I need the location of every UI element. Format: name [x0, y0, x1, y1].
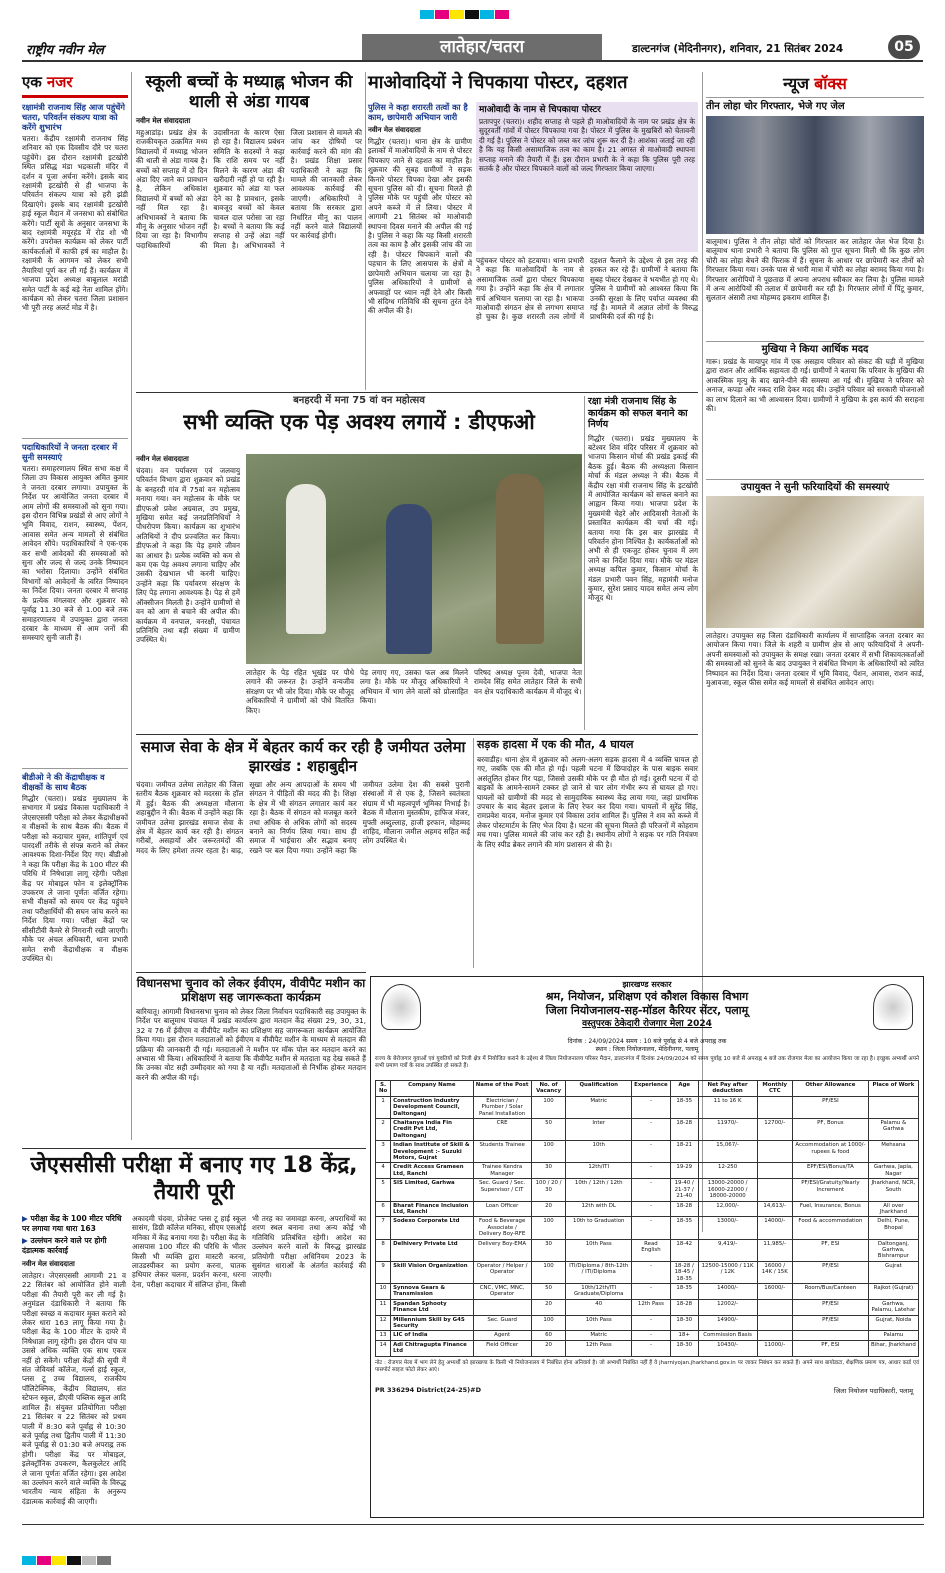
table-cell [868, 1096, 918, 1118]
masthead [22, 34, 923, 62]
table-cell: Bihar, Jharkhand [868, 1340, 918, 1356]
table-cell: - [632, 1283, 671, 1299]
table-cell: Matric [566, 1331, 632, 1340]
table-row [376, 1201, 919, 1217]
bullet-icon: ▶ [22, 1236, 31, 1245]
table-cell: 12th Pass [632, 1299, 671, 1315]
egg-story [136, 72, 362, 390]
table-cell: 18-28 [670, 1119, 698, 1141]
table-cell: EPF/ESI/Bonus/TA [792, 1163, 868, 1179]
ek-nazar-story-3: गिद्धौर (चतरा)। प्रखंड मुख्यालय के सभागार में प्रखंड विकास पदाधिकारी ने जेएसएससी परीक्षा को लेकर केंद्राधीक्षकों व वीक्षकों के साथ बैठक की। बैठक में परीक्षा को कदाचार मुक्त, शांतिपूर्ण एवं पारदर्शी तरीके से संपन्न कराने को लेकर आवश्यक दिशा-निर्देश दिए गए। बीडीओ ने कहा कि परीक्षा केंद्र के 100 मीटर की परिधि में निषेधाज्ञा लागू रहेगी। परीक्षा केंद्र पर मोबाइल फोन व इलेक्ट्रॉनिक उपकरण ले जाना पूर्णतः वर्जित रहेगा। सभी वीक्षकों को समय पर केंद्र पहुंचने तथा परीक्षार्थियों की सघन जांच करने का निर्देश दिया गया। परीक्षा केंद्रों पर सीसीटीवी कैमरे से निगरानी रखी जाएगी। मौके पर अंचल अधिकारी, थाना प्रभारी समेत सभी केंद्राधीक्षक व वीक्षक उपस्थित थे। [22, 794, 128, 963]
table-cell: 20 [531, 1299, 566, 1315]
table-cell: PF/ESI/Gratuity/Yearly Increment [792, 1179, 868, 1201]
ek-nazar-label: एक नजर [22, 72, 128, 98]
table-cell: 60 [531, 1331, 566, 1340]
table-cell: Room/Bus/Canteen [792, 1283, 868, 1299]
table-cell: Commission Basis [698, 1331, 757, 1340]
paper-logo: राष्ट्रीय नवीन मेल [26, 43, 104, 58]
table-cell: 7 [376, 1217, 391, 1239]
table-row [376, 1179, 919, 1201]
table-cell: 10th to Graduation [566, 1217, 632, 1239]
table-cell: 6 [376, 1201, 391, 1217]
tree-body-2: लातेहार के पेड़ रहित भूखंड पर पौधे लगाने की जरूरत है। उन्होंने वन्यजीव संरक्षण पर भी जोर दिया। मौके पर मौजूद अधिकारियों ने ग्रामीणों को पौधे वितरित किए। [246, 668, 354, 715]
table-cell: - [632, 1315, 671, 1331]
table-cell: Adi Chitragupta Finance Ltd [391, 1340, 473, 1356]
tree-story [136, 396, 582, 730]
job-table-header-cell: Net Pay after deduction [698, 1081, 757, 1097]
table-cell: - [632, 1096, 671, 1118]
table-cell: Trainee Kendra Manager [473, 1163, 531, 1179]
table-cell [757, 1141, 792, 1163]
table-cell: Daltonganj, Garhwa, Bishrampur [868, 1239, 918, 1261]
table-cell: PF/ESI [792, 1315, 868, 1331]
job-table-header-cell: Qualification [566, 1081, 632, 1097]
table-cell: 12700/- [757, 1119, 792, 1141]
table-cell: 12th/ITI [566, 1163, 632, 1179]
table-cell: 15,067/- [698, 1141, 757, 1163]
table-row [376, 1299, 919, 1315]
table-cell: 100 [531, 1261, 566, 1283]
table-row [376, 1119, 919, 1141]
table-row [376, 1217, 919, 1239]
table-cell: Bharat Finance Inclusion Ltd, Ranchi [391, 1201, 473, 1217]
table-cell: Gujrat, Noida [868, 1315, 918, 1331]
job-table [375, 1080, 919, 1357]
table-cell: 100 [531, 1217, 566, 1239]
maoist-story [368, 72, 698, 390]
table-cell: 10 [376, 1283, 391, 1299]
table-cell: Delhi, Pune, Bhopal [868, 1217, 918, 1239]
table-cell: - [632, 1340, 671, 1356]
table-cell: Sec. Guard / Sec. Supervisor / CIT [473, 1179, 531, 1201]
ad-office: जिला नियोजनालय-सह-मॉडल कैरियर सेंटर, पलामू [545, 1004, 749, 1017]
table-cell: 3 [376, 1141, 391, 1163]
table-cell: - [632, 1179, 671, 1201]
table-cell: SIS Limited, Garhwa [391, 1179, 473, 1201]
news-box-story-2: गारू। प्रखंड के मायापुर गांव में एक असहाय परिवार को संकट की घड़ी में मुखिया द्वारा राशन और आर्थिक सहायता दी गई। ग्रामीणों ने बताया कि परिवार के मुखिया की आकस्मिक मृत्यु के बाद खाने-पीने की समस्या आ गई थी। मुखिया ने परिवार को अनाज, कपड़ा और नकद राशि देकर मदद की। उन्होंने परिवार को सरकारी योजनाओं का लाभ दिलाने का भी आश्वासन दिया। ग्रामीणों ने मुखिया के इस कार्य की सराहना की। [706, 357, 924, 414]
table-cell: LIC of India [391, 1331, 473, 1340]
table-cell: 18-35 [670, 1217, 698, 1239]
table-row [376, 1315, 919, 1331]
table-cell: 14,613/- [757, 1201, 792, 1217]
table-cell: PF/ESI [792, 1299, 868, 1315]
table-cell: 16000 / 14K / 15K [757, 1261, 792, 1283]
table-cell: 11970/- [698, 1119, 757, 1141]
jharkhand-emblem-icon [381, 984, 421, 1030]
table-cell: 18-42 [670, 1239, 698, 1261]
job-table-header-cell: Other Allowance [792, 1081, 868, 1097]
table-row [376, 1239, 919, 1261]
maoist-body-2: पहुंचकर पोस्टर को हटवाया। थाना प्रभारी ने कहा कि माओवादियों के नाम से असामाजिक तत्वों द्वारा पोस्टर चिपकाया गया है। उन्होंने कहा कि क्षेत्र में लगातार सर्च अभियान चलाया जा रहा है। भाकपा माओवादी संगठन क्षेत्र से लगभग समाप्त हो चुका है। कुछ शरारती तत्व लोगों में दहशत फैलाने के उद्देश्य से इस तरह की हरकत कर रहे हैं। ग्रामीणों ने बताया कि सुबह पोस्टर देखकर वे भयभीत हो गए थे। पुलिस ने ग्रामीणों को आश्वस्त किया कि उनकी सुरक्षा के लिए पर्याप्त व्यवस्था की गई है। मामले में अज्ञात लोगों के विरुद्ध प्राथमिकी दर्ज की गई है। [476, 256, 698, 322]
table-cell: 14000/- [698, 1283, 757, 1299]
maoist-side-headline: पुलिस ने कहा शरारती तत्वों का है काम, छापेमारी अभियान जारी [368, 102, 468, 122]
section-banner [362, 34, 602, 60]
jharkhand-emblem-right-icon [873, 984, 913, 1030]
table-cell: 18-28 [670, 1299, 698, 1315]
table-cell: 11,985/- [757, 1239, 792, 1261]
table-cell: Loan Officer [473, 1201, 531, 1217]
ad-signatory: जिला नियोजन पदाधिकारी, पलामू [833, 1386, 913, 1395]
table-cell: 10th Pass [566, 1239, 632, 1261]
table-cell: 10th [566, 1141, 632, 1163]
maoist-body-1: गिद्धौर (चतरा)। थाना क्षेत्र के ग्रामीण इलाकों में माओवादियों के नाम से पोस्टर चिपकाए जाने से दहशत का माहौल है। शुक्रवार की सुबह ग्रामीणों ने सड़क किनारे पोस्टर चिपका देखा और इसकी सूचना पुलिस को दी। सूचना मिलते ही पुलिस मौके पर पहुंची और पोस्टर को अपने कब्जे में ले लिया। पोस्टर में आगामी 21 सितंबर को माओवादी स्थापना दिवस मनाने की अपील की गई है। पुलिस ने कहा कि यह किसी शरारती तत्व का काम है और इसकी जांच की जा रही है। पोस्टर चिपकाने वालों की पहचान के लिए आसपास के क्षेत्रों में छापेमारी अभियान चलाया जा रहा है। पुलिस अधिकारियों ने ग्रामीणों से अफवाहों पर ध्यान नहीं देने और किसी भी संदिग्ध गतिविधि की सूचना तुरंत देने की अपील की है। [368, 137, 472, 316]
table-cell: Operator / Helper / Operator [473, 1261, 531, 1283]
table-cell: Palamu [868, 1331, 918, 1340]
table-cell: - [632, 1261, 671, 1283]
table-cell: 9,419/- [698, 1239, 757, 1261]
table-cell: Garhwa, Japla, Nagar [868, 1163, 918, 1179]
ek-nazar-headline-3: बीडीओ ने की केंद्राधीक्षक व वीक्षकों के साथ बैठक [22, 768, 128, 792]
table-cell: 13000/- [698, 1217, 757, 1239]
janta-darbar-photo [706, 496, 924, 628]
tree-body-4: परिषद अध्यक्ष पूनम देवी, भाजपा नेता रामदेव सिंह समेत लातेहार जिले के सभी वन क्षेत्र पदाधिकारी कार्यक्रम में मौजूद थे। [474, 668, 582, 696]
table-cell [473, 1299, 531, 1315]
table-cell: 19-29 [670, 1163, 698, 1179]
table-cell: 11000/- [757, 1340, 792, 1356]
table-cell: 18+ [670, 1331, 698, 1340]
table-cell: 11 [376, 1299, 391, 1315]
table-cell: 14000/- [757, 1217, 792, 1239]
tree-body-3: पेड़ लगाए गए, उसका फल अब मिलने लगा है। मौके पर मौजूद अधिकारियों ने अभियान में भाग लेने वालों को प्रोत्साहित किया। [360, 668, 468, 706]
rajnath-story [588, 396, 698, 730]
table-row [376, 1340, 919, 1356]
ad-note: नोट : रोजगार मेला में भाग लेने हेतु अभ्यर्थी को झारखण्ड के किसी भी नियोजनालय में निबंधित होना अनिवार्य है। जो अभ्यर्थी निबंधित नहीं हैं वे jharniyojan.jharkhand.gov.in पर जाकर निबंधन कर सकते हैं। अपने साथ बायोडाटा, शैक्षणिक प्रमाण पत्र, आधार कार्ड एवं पासपोर्ट साइज फोटो लेकर आएं। [375, 1359, 919, 1373]
ad-intro: राज्य के बेरोजगार युवाओं एवं युवतियों को निजी क्षेत्र में नियोजित कराने के उद्देश्य से जिला नियोजनालय परिसर मैदान, डाल्टनगंज में दिनांक 24/09/2024 को समय पूर्वाह्न 10 बजे से अपराह्न 4 बजे तक रोजगार मेला का आयोजन किया जा रहा है। इच्छुक अभ्यर्थी अपने सभी प्रमाण पत्रों के साथ उपस्थित हो सकते हैं। [375, 1056, 919, 1069]
rajnath-headline: रक्षा मंत्री राजनाथ सिंह के कार्यक्रम को सफल बनाने का निर्णय [588, 396, 688, 430]
table-cell: 12,000/- [698, 1201, 757, 1217]
table-cell [757, 1299, 792, 1315]
egg-headline: स्कूली बच्चों के मध्याह्न भोजन की थाली से अंडा गायब [145, 72, 353, 112]
table-cell: 10430/- [698, 1340, 757, 1356]
table-cell: 40 [566, 1299, 632, 1315]
table-cell: CNC, VMC, MNC, Operator [473, 1283, 531, 1299]
ek-nazar-story-2: चतरा। समाहरणालय स्थित सभा कक्ष में जिला उप विकास आयुक्त अमित कुमार ने जनता दरबार लगाया। उपायुक्त के निर्देश पर आयोजित जनता दरबार में आम लोगों की समस्याओं को सुना गया। इस दौरान विभिन्न प्रखंडों से आए लोगों ने भूमि विवाद, राशन, स्वास्थ्य, पेंशन, आवास समेत अन्य मामलों से संबंधित आवेदन सौंपे। पदाधिकारियों ने एक-एक कर सभी आवेदकों की समस्याओं को सुना और जल्द से जल्द उनके निष्पादन का भरोसा दिलाया। उन्होंने संबंधित विभागों को आवेदनों के त्वरित निष्पादन का निर्देश दिया। जनता दरबार में सप्ताह के प्रत्येक मंगलवार और शुक्रवार को पूर्वाह्न 11.30 बजे से 1.00 बजे तक समाहरणालय में उपायुक्त द्वारा जनता दरबार के माध्यम से आम जनों की समस्याएं सुनी जाती हैं। [22, 464, 128, 643]
table-cell: CRE [473, 1119, 531, 1141]
table-cell: Credit Access Grameen Ltd, Ranchi [391, 1163, 473, 1179]
table-cell: 19-40 / 21-37 / 21-40 [670, 1179, 698, 1201]
tree-headline: सभी व्यक्ति एक पेड़ अवश्य लगायें : डीएफओ [183, 410, 535, 434]
jssc-bullet-1: ▶ परीक्षा केंद्र के 100 मीटर परिधि पर लगाया गया धारा 163 [22, 1214, 122, 1233]
table-cell: 1 [376, 1096, 391, 1118]
maoist-left-col: पुलिस ने कहा शरारती तत्वों का है काम, छापेमारी अभियान जारी नवीन मेल संवाददाता गिद्धौर (चतरा)। थाना क्षेत्र के ग्रामीण इलाकों में माओवादियों के नाम से पोस्टर चिपकाए जाने से दहशत का माहौल है। शुक्रवार की सुबह ग्रामीणों ने सड़क किनारे पोस्टर चिपका देखा और इसकी सूचना पुलिस को दी। सूचना मिलते ही पुलिस मौके पर पहुंची और पोस्टर को अपने कब्जे में ले लिया। पोस्टर में आगामी 21 सितंबर को माओवादी स्थापना दिवस मनाने की अपील की गई है। पुलिस ने कहा कि यह किसी शरारती तत्व का काम है और इसकी जांच की जा रही है। पोस्टर चिपकाने वालों की पहचान के लिए आसपास के क्षेत्रों में छापेमारी अभियान चलाया जा रहा है। पुलिस अधिकारियों ने ग्रामीणों से अफवाहों पर ध्यान नहीं देने और किसी भी संदिग्ध गतिविधि की सूचना तुरंत देने की अपील की है। [368, 102, 472, 390]
table-cell [757, 1163, 792, 1179]
news-box-story-3: लातेहार। उपायुक्त सह जिला दंडाधिकारी कार्यालय में साप्ताहिक जनता दरबार का आयोजन किया गया। जिले के शहरी व ग्रामीण क्षेत्र से आए फरियादियों ने अपनी-अपनी समस्याओं को उपायुक्त के समक्ष रखा। जनता दरबार में सभी शिकायतकर्ताओं की समस्याओं को सुनने के बाद उपायुक्त ने संबंधित विभाग के अधिकारियों को त्वरित निष्पादन का निर्देश दिया। जनता दरबार में भूमि विवाद, पेंशन, आवास, राशन कार्ड, मुआवजा, स्कूल फीस समेत कई मामलों से संबंधित आवेदन आए। [706, 631, 924, 688]
table-cell: 18-35 [670, 1096, 698, 1118]
table-cell: 12-250 [698, 1163, 757, 1179]
ad-header: झारखण्ड सरकार श्रम, नियोजन, प्रशिक्षण एवं कौशल विकास विभाग जिला नियोजनालय-सह-मॉडल कैरियर सेंटर, पलामू वस्तुपरक ठेकेदारी रोजगार मेला 2024 [375, 980, 919, 1038]
table-cell: Read English [632, 1239, 671, 1261]
table-cell: 18-30 [670, 1340, 698, 1356]
section-title: लातेहार/चतरा [439, 37, 525, 57]
table-cell: 10th / 12th / 12th [566, 1179, 632, 1201]
news-box-headline-1: तीन लोहा चोर गिरफ्तार, भेजे गए जेल [706, 101, 845, 112]
table-cell: PF/ESI [792, 1096, 868, 1118]
table-cell: - [632, 1331, 671, 1340]
job-table-header-cell: Experience [632, 1081, 671, 1097]
tree-planting-photo [246, 454, 582, 664]
jamiat-story [136, 738, 470, 968]
table-cell: 12500-15000 / 11K / 12K [698, 1261, 757, 1283]
accident-story [477, 738, 698, 968]
tree-body: चंदवा। वन पर्यावरण एवं जलवायु परिवर्तन विभाग द्वारा शुक्रवार को प्रखंड के बनहरदी गांव में 75वां वन महोत्सव मनाया गया। वन महोत्सव के मौके पर डीएफओ प्रवेश अग्रवाल, उप प्रमुख, मुखिया समेत कई जनप्रतिनिधियों ने पौधरोपण किया। कार्यक्रम का शुभारंभ अतिथियों ने दीप प्रज्वलित कर किया। डीएफओ ने कहा कि पेड़ हमारे जीवन का आधार है। प्रत्येक व्यक्ति को कम से कम एक पेड़ अवश्य लगाना चाहिए और उसकी देखभाल भी करनी चाहिए। उन्होंने कहा कि पर्यावरण संरक्षण के लिए पेड़ लगाना आवश्यक है। पेड़ से हमें ऑक्सीजन मिलती है। उन्होंने ग्रामीणों से वन को आग से बचाने की अपील की। कार्यक्रम में वनपाल, वनरक्षी, पंचायत प्रतिनिधि तथा बड़ी संख्या में ग्रामीण उपस्थित थे। [136, 466, 240, 645]
jamiat-headline: समाज सेवा के क्षेत्र में बेहतर कार्य कर रही है जमीयत उलेमा झारखंड : शहाबुद्दीन [140, 738, 466, 775]
table-cell: 50 [531, 1119, 566, 1141]
table-cell: Electrician / Plumber / Solar Panel Installation [473, 1096, 531, 1118]
table-cell: Delhivery Private Ltd [391, 1239, 473, 1261]
table-cell [757, 1179, 792, 1201]
table-cell: Gujrat [868, 1261, 918, 1283]
jssc-story [22, 1152, 366, 1518]
jssc-left-col: ▶ परीक्षा केंद्र के 100 मीटर परिधि पर लगाया गया धारा 163 ▶ उल्लंघन करने वाले पर होगी दंडात्मक कार्रवाई नवीन मेल संवाददाता लातेहार। जेएसएससी आगामी 21 व 22 सितंबर को आयोजित होने वाली परीक्षा की तैयारी पूरी कर ली गई है। अनुमंडल दंडाधिकारी ने बताया कि परीक्षा स्वच्छ व कदाचार मुक्त कराने को लेकर धारा 163 लागू किया गया है। परीक्षा केंद्र के 100 मीटर के दायरे में निषेधाज्ञा लागू रहेगी। इस दौरान पांच या उससे अधिक व्यक्ति एक साथ एकत्र नहीं हो सकेंगे। परीक्षा केंद्रों की सूची में संत जेवियर्स कॉलेज, गर्ल्स हाई स्कूल, प्लस टू उच्च विद्यालय, राजकीय पॉलिटेक्निक, केंद्रीय विद्यालय, संत स्टेफन स्कूल, डीएवी पब्लिक स्कूल आदि शामिल हैं। संयुक्त प्रतियोगिता परीक्षा 21 सितंबर व 22 सितंबर को प्रथम पाली में 8:30 बजे पूर्वाह्न से 10:30 बजे पूर्वाह्न तथा द्वितीय पाली में 11:30 बजे पूर्वाह्न से 01:30 बजे अपराह्न तक होगी। परीक्षा केंद्र पर मोबाइल, इलेक्ट्रॉनिक उपकरण, कैलकुलेटर आदि ले जाना पूर्णतः वर्जित रहेगा। इस आदेश का उल्लंघन करने वाले व्यक्ति के विरुद्ध भारतीय न्याय संहिता के अनुरूप दंडात्मक कार्रवाई की जाएगी। [22, 1214, 126, 1506]
table-cell: Palamu & Garhwa [868, 1119, 918, 1141]
table-cell: 12th Pass [566, 1340, 632, 1356]
ek-nazar-story-1: चतरा। केंद्रीय रक्षामंत्री राजनाथ सिंह शनिवार को एक दिवसीय दौरे पर चतरा पहुंचेंगे। इस दौरान रक्षामंत्री इटखोरी स्थित प्रसिद्ध मंडा भद्रकाली मंदिर में दर्शन व पूजा अर्चना करेंगे। इसके बाद रक्षामंत्री इटखोरी से ही भाजपा के परिवर्तन संकल्प यात्रा को हरी झंडी दिखाएंगे। इसके बाद रक्षामंत्री इटखोरी हाई स्कूल मैदान में जनसभा को संबोधित करेंगे। पार्टी सूत्रों के अनुसार जनसभा के बाद रक्षामंत्री मयूरहंड में रोड शो भी करेंगे। उपरोक्त कार्यक्रम को लेकर पार्टी कार्यकर्ताओं में काफी हर्ष का माहौल है। रक्षामंत्री के आगमन को लेकर सभी तैयारियां पूर्ण कर ली गई हैं। कार्यक्रम में भाजपा प्रदेश अध्यक्ष बाबूलाल मरांडी समेत पार्टी के कई बड़े नेता शामिल होंगे। कार्यक्रम को लेकर चतरा जिला प्रशासन भी पूरी तरह अलर्ट मोड में है। [22, 134, 128, 313]
table-cell: PF, Bonus [792, 1119, 868, 1141]
table-cell: 12002/- [698, 1299, 757, 1315]
table-cell: Sodexo Corporate Ltd [391, 1217, 473, 1239]
jssc-body-2: अकादमी चंदवा, प्रोजेक्ट प्लस टू हाई स्कूल सासंग, डिग्री कॉलेज मनिका, सीएम एसओई मनिका में केंद्र बनाया गया है। परीक्षा केंद्र के आसपास 100 मीटर की परिधि के भीतर किसी भी व्यक्ति द्वारा मास्टरी करना, लाउडस्पीकर का प्रयोग करना, घातक हथियार लेकर चलना, प्रदर्शन करना, धरना देना, परीक्षा कदाचार में संलिप्त होना, किसी भी तरह का जमावड़ा करना, अपराधियों का शरण स्थल बनाना तथा अन्य कोई भी गतिविधि प्रतिबंधित रहेगी। आदेश का उल्लंघन करने वालों के विरुद्ध झारखंड प्रतियोगी परीक्षा अधिनियम 2023 के सुसंगत धाराओं के अंतर्गत कार्रवाई की जाएगी। [132, 1214, 366, 1289]
tree-left-col: नवीन मेल संवाददाता चंदवा। वन पर्यावरण एवं जलवायु परिवर्तन विभाग द्वारा शुक्रवार को प्रखंड के बनहरदी गांव में 75वां वन महोत्सव मनाया गया। वन महोत्सव के मौके पर डीएफओ प्रवेश अग्रवाल, उप प्रमुख, मुखिया समेत कई जनप्रतिनिधियों ने पौधरोपण किया। कार्यक्रम का शुभारंभ अतिथियों ने दीप प्रज्वलित कर किया। डीएफओ ने कहा कि पेड़ हमारे जीवन का आधार है। प्रत्येक व्यक्ति को कम से कम एक पेड़ अवश्य लगाना चाहिए और उसकी देखभाल भी करनी चाहिए। उन्होंने कहा कि पर्यावरण संरक्षण के लिए पेड़ लगाना आवश्यक है। पेड़ से हमें ऑक्सीजन मिलती है। उन्होंने ग्रामीणों से वन को आग से बचाने की अपील की। कार्यक्रम में वनपाल, वनरक्षी, पंचायत प्रतिनिधि तथा बड़ी संख्या में ग्रामीण उपस्थित थे। [136, 454, 240, 730]
ek-nazar-headline-2: पदाधिकारियों ने जनता दरबार में सुनी समस्याएं [22, 438, 128, 462]
table-cell: - [632, 1163, 671, 1179]
accident-headline: सड़क हादसा में एक की मौत, 4 घायल [477, 738, 634, 751]
table-cell: 10th Pass [566, 1315, 632, 1331]
news-box-label: न्यूज बॉक्स [706, 72, 924, 98]
jssc-headline: जेएससीसी परीक्षा में बनाए गए 18 केंद्र, तैयारी पूरी [30, 1153, 358, 1205]
table-cell [757, 1331, 792, 1340]
table-cell: Sec. Guard [473, 1315, 531, 1331]
table-cell: 18-28 [670, 1201, 698, 1217]
table-cell: 100 / 20 / 30 [531, 1179, 566, 1201]
accident-body: बरवाडीह। थाना क्षेत्र में शुक्रवार को अलग-अलग सड़क हादसा में 4 व्यक्ति घायल हो गए, जबकि एक की मौत हो गई। पहली घटना में छिपादोहर के पास बाइक सवार असंतुलित होकर गिर पड़ा, जिससे उसकी मौके पर ही मौत हो गई। दूसरी घटना में दो बाइकों के आमने-सामने टक्कर हो जाने से चार लोग गंभीर रूप से घायल हो गए। घायलों को ग्रामीणों की मदद से सामुदायिक स्वास्थ्य केंद्र लाया गया, जहां प्राथमिक उपचार के बाद बेहतर इलाज के लिए रेफर कर दिया गया। घायलों में सुरेंद्र सिंह, रामप्रवेश यादव, मनोज कुमार एवं विकास उरांव शामिल हैं। पुलिस ने शव को कब्जे में लेकर पोस्टमार्टम के लिए भेज दिया है। घटना की सूचना मिलते ही परिजनों में कोहराम मच गया। पुलिस मामले की जांच कर रही है। स्थानीय लोगों ने सड़क पर गति नियंत्रण के लिए स्पीड ब्रेकर लगाने की मांग प्रशासन से की है। [477, 755, 698, 849]
table-cell: Construction Industry Development Council, Daltonganj [391, 1096, 473, 1118]
tree-kicker: बनहरदी में मना 75 वां वन महोत्सव [293, 395, 425, 406]
table-cell: 100 [531, 1315, 566, 1331]
table-cell: Delivery Boy-EMA [473, 1239, 531, 1261]
table-cell: ITI/Diploma / 8th-12th / ITI/Diploma [566, 1261, 632, 1283]
table-cell: Accommodation at 1000/- rupees & food [792, 1141, 868, 1163]
news-box-headline-2: मुखिया ने किया आर्थिक मदद [706, 341, 924, 355]
table-row [376, 1331, 919, 1340]
job-table-header-cell: S. No [376, 1081, 391, 1097]
table-cell: 18-28 / 18-45 / 18-35 [670, 1261, 698, 1283]
table-cell: 13 [376, 1331, 391, 1340]
table-cell: 2 [376, 1119, 391, 1141]
ad-title: वस्तुपरक ठेकेदारी रोजगार मेला 2024 [582, 1019, 712, 1029]
evm-headline: विधानसभा चुनाव को लेकर ईवीएम, वीवीपैट मशीन का प्रशिक्षण सह जागरूकता कार्यक्रम [136, 976, 366, 1004]
table-cell: 18-21 [670, 1141, 698, 1163]
ek-nazar-column [22, 72, 128, 1140]
table-cell: PF/ESI [792, 1261, 868, 1283]
maoist-box-headline: माओवादी के नाम से चिपकाया पोस्टर [479, 105, 601, 115]
table-row [376, 1141, 919, 1163]
table-cell: 20 [531, 1340, 566, 1356]
evm-body: बारियातू। आगामी विधानसभा चुनाव को लेकर जिला निर्वाचन पदाधिकारी सह उपायुक्त के निर्देश पर बालूमाथ पंचायत में प्रखंड कार्यालय द्वारा मतदान केंद्र संख्या 29, 30, 31, 32 व 76 में ईवीएम व वीवीपैट मशीन का प्रशिक्षण सह जागरूकता कार्यक्रम आयोजित किया गया। इस दौरान मतदाताओं को ईवीएम व वीवीपैट मशीन के माध्यम से मतदान की प्रक्रिया की जानकारी दी गई। मतदाताओं ने मशीन पर मॉक पोल कर मतदान करने का अभ्यास भी किया। अधिकारियों ने बताया कि वीवीपैट मशीन से मतदाता यह देख सकते हैं कि उनका वोट सही उम्मीदवार को गया है या नहीं। मतदाताओं से निर्भीक होकर मतदान करने की अपील की गई। [136, 1007, 366, 1082]
table-cell: 14 [376, 1340, 391, 1356]
table-cell: 5 [376, 1179, 391, 1201]
table-cell [757, 1315, 792, 1331]
table-cell: All over Jharkhand [868, 1201, 918, 1217]
job-table-header-cell: Name of the Post [473, 1081, 531, 1097]
table-cell: 30 [531, 1239, 566, 1261]
table-cell: 8 [376, 1239, 391, 1261]
news-box-headline-3: उपायुक्त ने सुनी फरियादियों की समस्याएं [706, 479, 924, 493]
maoist-box-body: प्रतापपुर (चतरा)। शहीद सप्ताह से पहले ही माओवादियों के नाम पर प्रखंड क्षेत्र के सुदूरवर्ती गांवों में पोस्टर चिपकाया गया है। पोस्टर में पुलिस के मुखबिरों को चेतावनी दी गई है। पुलिस ने पोस्टर को जब्त कर जांच शुरू कर दी है। आशंका जताई जा रही है कि यह किसी असामाजिक तत्व का काम है। 21 अगस्त से माओवादी स्थापना सप्ताह मनाने की तैयारी में हैं। इस दौरान प्रभारी के ने कहा कि पुलिस पूरी तरह सतर्क है और पोस्टर चिपकाने वालों को जल्द गिरफ्तार किया जाएगा। [479, 117, 695, 174]
table-cell: Garhwa, Palamu, Latehar [868, 1299, 918, 1315]
table-cell: 18-35 [670, 1283, 698, 1299]
table-cell: 30 [531, 1163, 566, 1179]
table-cell: Indian Institute of Skill & Development :- Suzuki Motors, Gujrat [391, 1141, 473, 1163]
table-cell: 14900/- [698, 1315, 757, 1331]
table-cell: 9 [376, 1261, 391, 1283]
table-cell: 13000-20000 / 16000-22000 / 18000-20000 [698, 1179, 757, 1201]
ad-department: श्रम, नियोजन, प्रशिक्षण एवं कौशल विकास विभाग [545, 990, 749, 1003]
table-cell: Millennium Skill by G4S Security [391, 1315, 473, 1331]
evm-story [136, 976, 366, 1144]
table-cell: 10th/12th/ITI Graduate/Diploma [566, 1283, 632, 1299]
table-cell: - [632, 1119, 671, 1141]
table-cell: 16000/- [757, 1283, 792, 1299]
rajnath-body: गिद्धौर (चतरा)। प्रखंड मुख्यालय के बटेश्वर शिव मंदिर परिसर में शुक्रवार को भाजपा किसान मोर्चा की प्रखंड इकाई की बैठक हुई। बैठक की अध्यक्षता किसान मोर्चा के मंडल अध्यक्ष ने की। बैठक में केंद्रीय रक्षा मंत्री राजनाथ सिंह के इटखोरी में आयोजित कार्यक्रम को सफल बनाने का आह्वान किया गया। भाजपा प्रदेश के मुख्यमंत्री चेहरे और आदिवासी नेताओं के प्रस्तावित कार्यक्रम की चर्चा की गई। बताया गया कि इस बार झारखंड में परिवर्तन होना निश्चित है। कार्यकर्ताओं को अभी से ही एकजुट होकर चुनाव में लग जाने का निर्देश दिया गया। मौके पर मंडल अध्यक्ष कपिल कुमार, किसान मोर्चा के मंडल प्रभारी पवन सिंह, महामंत्री मनोज कुमार, सुरेश प्रसाद यादव समेत अन्य लोग मौजूद थे। [588, 433, 698, 603]
table-cell: Agent [473, 1331, 531, 1340]
ad-pr-number: PR 336294 District(24-25)#D [375, 1385, 481, 1394]
table-cell: 20 [531, 1201, 566, 1217]
table-cell: Fuel, Insurance, Bonus [792, 1201, 868, 1217]
jssc-body: लातेहार। जेएसएससी आगामी 21 व 22 सितंबर को आयोजित होने वाली परीक्षा की तैयारी पूरी कर ली गई है। अनुमंडल दंडाधिकारी ने बताया कि परीक्षा स्वच्छ व कदाचार मुक्त कराने को लेकर धारा 163 लागू किया गया है। परीक्षा केंद्र के 100 मीटर के दायरे में निषेधाज्ञा लागू रहेगी। इस दौरान पांच या उससे अधिक व्यक्ति एक साथ एकत्र नहीं हो सकेंगे। परीक्षा केंद्रों की सूची में संत जेवियर्स कॉलेज, गर्ल्स हाई स्कूल, प्लस टू उच्च विद्यालय, राजकीय पॉलिटेक्निक, केंद्रीय विद्यालय, संत स्टेफन स्कूल, डीएवी पब्लिक स्कूल आदि शामिल हैं। संयुक्त प्रतियोगिता परीक्षा 21 सितंबर व 22 सितंबर को प्रथम पाली में 8:30 बजे पूर्वाह्न से 10:30 बजे पूर्वाह्न तथा द्वितीय पाली में 11:30 बजे पूर्वाह्न से 01:30 बजे अपराह्न तक होगी। परीक्षा केंद्र पर मोबाइल, इलेक्ट्रॉनिक उपकरण, कैलकुलेटर आदि ले जाना पूर्णतः वर्जित रहेगा। इस आदेश का उल्लंघन करने वाले व्यक्ति के विरुद्ध भारतीय न्याय संहिता के अनुरूप दंडात्मक कार्रवाई की जाएगी। [22, 1271, 126, 1506]
arrested-thieves-photo [706, 116, 924, 234]
table-cell: PF, ESI [792, 1340, 868, 1356]
jamiat-body: चंदवा। जमीयत उलेमा लातेहार की जिला स्तरीय बैठक शुक्रवार को मदरसा के हॉल में हुई। बैठक की अध्यक्षता मौलाना शहाबुद्दीन ने की। बैठक में उन्होंने कहा कि जमीयत उलेमा झारखंड समाज सेवा के क्षेत्र में बेहतर कार्य कर रही है। संगठन गरीबों, असहायों और जरूरतमंदों की मदद के लिए हमेशा तत्पर रहता है। बाढ़, सूखा और अन्य आपदाओं के समय भी संगठन ने पीड़ितों की मदद की है। शिक्षा के क्षेत्र में भी संगठन लगातार कार्य कर रहा है। बैठक में संगठन को मजबूत करने तथा अधिक से अधिक लोगों को सदस्य बनाने का निर्णय लिया गया। साथ ही समाज में भाईचारा और सद्भाव बनाए रखने पर बल दिया गया। उन्होंने कहा कि जमीयत उलेमा देश की सबसे पुरानी संस्थाओं में से एक है, जिसने स्वतंत्रता संग्राम में भी महत्वपूर्ण भूमिका निभाई है। बैठक में मौलाना मुस्तकीम, हाफिज मंजर, मुफ्ती अब्दुल्लाह, हाजी इरफान, मोहम्मद शाहिद, मौलाना जमील अहमद सहित कई लोग उपस्थित थे। [136, 780, 470, 855]
maoist-headline: माओवादियों ने चिपकाया पोस्टर, दहशत [368, 72, 628, 93]
job-table-header-cell: Monthly CTC [757, 1081, 792, 1097]
table-cell [757, 1096, 792, 1118]
table-row [376, 1283, 919, 1299]
job-fair-ad: झारखण्ड सरकार श्रम, नियोजन, प्रशिक्षण एवं कौशल विकास विभाग जिला नियोजनालय-सह-मॉडल कैरियर सेंटर, पलामू वस्तुपरक ठेकेदारी रोजगार मेला 2024 दिनांक : 24/09/2024 समय : 10 बजे पूर्वाह्न से 4 बजे अपराह्न तक स्थान : जिला नियोजनालय, मेदिनीनगर, पलामू राज्य के बेरोजगार युवाओं एवं युवतियों को निजी क्षेत्र में नियोजित कराने के उद्देश्य से जिला नियोजनालय परिसर मैदान, डाल्टनगंज में दिनांक 24/09/2024 को समय पूर्वाह्न 10 बजे से अपराह्न 4 बजे तक रोजगार मेला का आयोजन किया जा रहा है। इच्छुक अभ्यर्थी अपने सभी प्रमाण पत्रों के साथ उपस्थित हो सकते हैं। S. No Company Name Name of the Post No. of Vacancy Qualification Experience Age Net Pay after deduction Monthly CTC Other Allowance Place of Work 1 Construction Industry Development Council, Daltonganj Electrician / Plumber / Solar Panel Installation 100 Matric - 18-35 11 to 16 K PF/ESI 2 Chaitanya India Fin Credit Pvt Ltd, Daltonganj CRE 50 Inter - 18-28 11970/- 12700/- PF, Bonus Palamu & Garhwa 3 Indian Institute of Skill & Development :- Suzuki Motors, Gujrat Students Trainee 100 10th - 18-21 15,067/- Accommodation at 1000/- rupees & food Mehsana 4 Credit Access Grameen Ltd, Ranchi Trainee Kendra Manager 30 12th/ITI - 19-29 12-250 EPF/ESI/Bonus/TA Garhwa, Japla, Nagar 5 SIS Limited, Garhwa Sec. Guard / Sec. Supervisor / CIT 100 / 20 / 30 10th / 12th / 12th - 19-40 / 21-37 / 21-40 13000-20000 / 16000-22000 / 18000-20000 PF/ESI/Gratuity/Yearly Increment Jharkhand, NCR, South 6 Bharat Finance Inclusion Ltd, Ranchi Loan Officer 20 12th with DL - 18-28 12,000/- 14,613/- Fuel, Insurance, Bonus All over Jharkhand 7 Sodexo Corporate Ltd Food & Beverage Associate / Delivery Boy-RFE 100 10th to Graduation - 18-35 13000/- 14000/- Food & accommodation Delhi, Pune, Bhopal 8 Delhivery Private Ltd Delivery Boy-EMA 30 10th Pass Read English 18-42 9,419/- 11,985/- PF, ESI Daltonganj, Garhwa, Bishrampur 9 Skill Vision Organization Operator / Helper / Operator 100 ITI/Diploma / 8th-12th / ITI/Diploma - 18-28 / 18-45 / 18-35 12500-15000 / 11K / 12K 16000 / 14K / 15K PF/ESI Gujrat 10 Synnova Gears & Transmission CNC, VMC, MNC, Operator 50 10th/12th/ITI Graduate/Diploma - 18-35 14000/- 16000/- Room/Bus/Canteen Rajkot (Gujrat) 11 Spandan Sphooty Finance Ltd 20 40 12th Pass 18-28 12002/- PF/ESI Garhwa, Palamu, Latehar 12 Millennium Skill by G4S Security Sec. Guard 100 10th Pass - 18-30 14900/- PF/ESI Gujrat, Noida 13 LIC of India Agent 60 Matric - 18+ Commission Basis Palamu 14 Adi Chitragupta Finance Ltd Field Officer 20 12th Pass - 18-30 10430/- 11000/- PF, ESI Bihar, Jharkhand नोट : रोजगार मेला में भाग लेने हेतु अभ्यर्थी को झारखण्ड के किसी भी नियोजनालय में निबंधित होना अनिवार्य है। जो अभ्यर्थी निबंधित नहीं हैं वे jharniyojan.jharkhand.gov.in पर जाकर निबंधन कर सकते हैं। अपने साथ बायोडाटा, शैक्षणिक प्रमाण पत्र, आधार कार्ड एवं पासपोर्ट साइज फोटो लेकर आएं। PR 336294 District(24-25)#D जिला नियोजन पदाधिकारी, पलामू [370, 976, 924, 1518]
table-cell: Chaitanya India Fin Credit Pvt Ltd, Daltonganj [391, 1119, 473, 1141]
table-cell: PF, ESI [792, 1239, 868, 1261]
job-table-header [376, 1081, 919, 1097]
registration-marks-top [420, 4, 530, 14]
ek-nazar-headline-1: रक्षामंत्री राजनाथ सिंह आज पहुंचेंगे चतरा, परिवर्तन संकल्प यात्रा को करेंगे शुभारंभ [22, 102, 125, 132]
jssc-bullet-2: ▶ उल्लंघन करने वाले पर होगी दंडात्मक कार्रवाई [22, 1236, 107, 1255]
registration-marks-bottom [22, 1550, 924, 1560]
table-cell: Inter [566, 1119, 632, 1141]
table-cell: 4 [376, 1163, 391, 1179]
table-row [376, 1096, 919, 1118]
table-cell: - [632, 1201, 671, 1217]
job-table-header-cell: No. of Vacancy [531, 1081, 566, 1097]
bullet-icon: ▶ [22, 1214, 31, 1223]
table-cell: 18-30 [670, 1315, 698, 1331]
table-cell: - [632, 1141, 671, 1163]
page-number: 05 [888, 35, 920, 59]
table-cell: 100 [531, 1141, 566, 1163]
job-table-header-cell: Place of Work [868, 1081, 918, 1097]
table-cell: Students Trainee [473, 1141, 531, 1163]
table-row [376, 1261, 919, 1283]
table-cell: 100 [531, 1096, 566, 1118]
dateline: डाल्टनगंज (मेदिनीनगर), शनिवार, 21 सितंबर 2024 [632, 43, 844, 55]
table-cell: Rajkot (Gujrat) [868, 1283, 918, 1299]
job-table-header-cell: Age [670, 1081, 698, 1097]
table-cell: 11 to 16 K [698, 1096, 757, 1118]
table-cell: Food & Beverage Associate / Delivery Boy-RFE [473, 1217, 531, 1239]
table-cell: Mehsana [868, 1141, 918, 1163]
table-cell: Matric [566, 1096, 632, 1118]
job-table-header-cell: Company Name [391, 1081, 473, 1097]
table-cell: Jharkhand, NCR, South [868, 1179, 918, 1201]
table-cell [792, 1331, 868, 1340]
table-cell: Spandan Sphooty Finance Ltd [391, 1299, 473, 1315]
table-cell: Food & accommodation [792, 1217, 868, 1239]
news-box-story-1: बालूमाथ। पुलिस ने तीन लोहा चोरों को गिरफ्तार कर लातेहार जेल भेज दिया है। बालूमाथ थाना प्रभारी ने बताया कि पुलिस को गुप्त सूचना मिली थी कि कुछ लोग चोरी का लोहा बेचने की फिराक में हैं। सूचना के आधार पर छापेमारी कर तीनों को गिरफ्तार किया गया। उनके पास से भारी मात्रा में चोरी का लोहा बरामद किया गया है। गिरफ्तार आरोपियों ने पूछताछ में अपना अपराध स्वीकार कर लिया है। पुलिस मामले में अन्य आरोपियों की तलाश में छापेमारी कर रही है। गिरफ्तार लोगों में पिंटू कुमार, सुलतान अंसारी तथा मोहम्मद इकराम शामिल हैं। [706, 237, 924, 303]
egg-byline: नवीन मेल संवाददाता [136, 116, 191, 125]
table-cell: 12th with DL [566, 1201, 632, 1217]
table-cell: Field Officer [473, 1340, 531, 1356]
egg-body: महुआडांड़। प्रखंड क्षेत्र के राजकीयकृत उत्क्रमित मध्य विद्यालयों में मध्याह्न भोजन की थाली से अंडा गायब है। बच्चों को सप्ताह में दो दिन अंडा दिए जाने का प्रावधान है, लेकिन अधिकांश विद्यालयों में बच्चों को अंडा नहीं मिल रहा है। अभिभावकों ने बताया कि मीनू के अनुसार भोजन नहीं दिया जा रहा है। विभागीय पदाधिकारियों की उदासीनता के कारण ऐसा हो रहा है। विद्यालय प्रबंधन समिति के सदस्यों ने कहा कि राशि समय पर नहीं मिलने के कारण अंडा की खरीदारी नहीं हो पा रही है। शुक्रवार को अंडा या फल देने का है प्रावधान, इसके बावजूद बच्चों को केवल चावल दाल परोसा जा रहा है। बच्चों ने बताया कि कई सप्ताह से उन्हें अंडा नहीं मिला है। अभिभावकों ने जिला प्रशासन से मामले की जांच कर दोषियों पर कार्रवाई करने की मांग की है। प्रखंड शिक्षा प्रसार पदाधिकारी ने कहा कि मामले की जानकारी लेकर आवश्यक कार्रवाई की जाएगी। अधिकारियों ने बताया कि सरकार द्वारा निर्धारित मीनू का पालन नहीं करने वाले विद्यालयों पर कार्रवाई होगी। [136, 128, 362, 250]
table-cell: Synnova Gears & Transmission [391, 1283, 473, 1299]
table-cell: - [632, 1217, 671, 1239]
table-cell: Skill Vision Organization [391, 1261, 473, 1283]
maoist-poster-box [476, 102, 698, 252]
table-cell: 12 [376, 1315, 391, 1331]
table-cell: 50 [531, 1283, 566, 1299]
table-row [376, 1163, 919, 1179]
